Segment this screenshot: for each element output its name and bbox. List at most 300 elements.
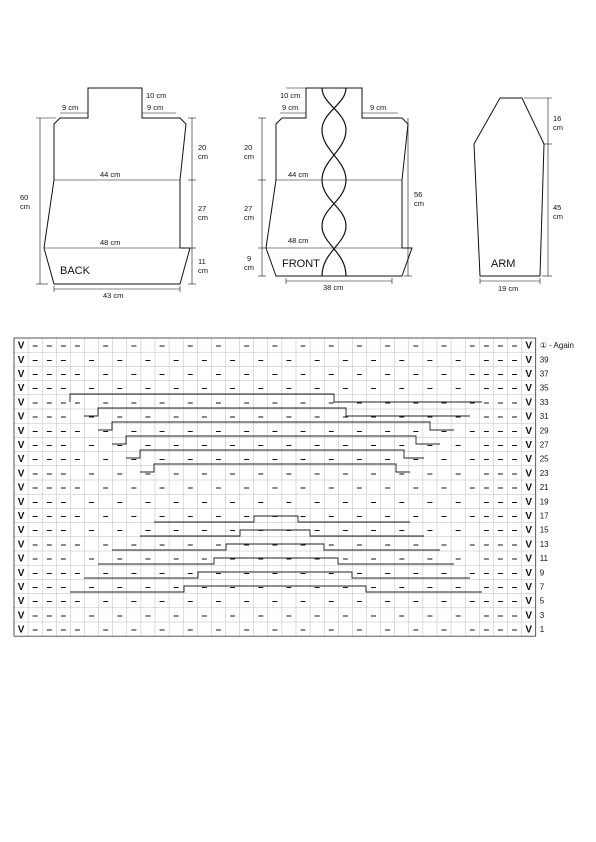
knit-stitch-symbol: – bbox=[131, 511, 137, 522]
knit-stitch-symbol: – bbox=[483, 340, 490, 352]
knit-stitch-symbol: – bbox=[286, 610, 292, 622]
knit-stitch-symbol: – bbox=[60, 369, 67, 380]
back-chest-width-label: 44 cm bbox=[100, 170, 121, 179]
knit-stitch-symbol: – bbox=[102, 482, 109, 494]
knit-stitch-symbol: – bbox=[46, 369, 53, 380]
knit-stitch-symbol: – bbox=[46, 539, 53, 551]
knit-stitch-symbol: – bbox=[187, 482, 194, 494]
knit-stitch-symbol: – bbox=[384, 596, 391, 608]
back-hem-height-unit: cm bbox=[198, 266, 208, 275]
knit-stitch-symbol: – bbox=[32, 482, 38, 494]
knit-stitch-symbol: – bbox=[272, 340, 278, 352]
knit-stitch-symbol: – bbox=[201, 440, 208, 451]
knit-stitch-symbol: – bbox=[413, 596, 419, 608]
knit-stitch-symbol: – bbox=[455, 610, 461, 622]
knit-stitch-symbol: – bbox=[159, 454, 165, 466]
knit-stitch-symbol: – bbox=[469, 397, 476, 409]
knit-stitch-symbol: – bbox=[384, 482, 391, 494]
knit-stitch-symbol: – bbox=[229, 553, 236, 565]
slip-stitch-symbol: V bbox=[17, 511, 25, 522]
knit-stitch-symbol: – bbox=[427, 496, 433, 508]
knit-stitch-symbol: – bbox=[497, 454, 504, 466]
knit-stitch-symbol: – bbox=[441, 397, 447, 409]
knit-stitch-symbol: – bbox=[215, 397, 222, 409]
knit-stitch-symbol: – bbox=[511, 539, 518, 551]
knit-stitch-symbol: – bbox=[32, 354, 38, 366]
knit-stitch-symbol: – bbox=[272, 511, 278, 522]
knit-stitch-symbol: – bbox=[314, 496, 320, 508]
knit-stitch-symbol: – bbox=[398, 610, 405, 622]
knit-stitch-symbol: – bbox=[46, 496, 53, 508]
arm-length-unit: cm bbox=[553, 212, 563, 221]
knit-stitch-symbol: – bbox=[441, 596, 447, 608]
knit-stitch-symbol: – bbox=[32, 539, 38, 551]
knit-stitch-symbol: – bbox=[483, 553, 490, 565]
row-number-label: 17 bbox=[539, 511, 549, 521]
knit-stitch-symbol: – bbox=[511, 454, 518, 466]
back-shoulder-left-label: 9 cm bbox=[62, 103, 79, 112]
slip-stitch-symbol: V bbox=[525, 425, 532, 437]
knit-stitch-symbol: – bbox=[243, 397, 250, 409]
knit-stitch-symbol: – bbox=[342, 610, 349, 622]
knit-stitch-symbol: – bbox=[511, 383, 518, 395]
knit-stitch-symbol: – bbox=[116, 468, 123, 480]
knit-stitch-symbol: – bbox=[300, 340, 306, 352]
knit-stitch-symbol: – bbox=[74, 454, 81, 466]
knit-stitch-symbol: – bbox=[511, 354, 518, 366]
knit-stitch-symbol: – bbox=[286, 440, 292, 451]
slip-stitch-symbol: V bbox=[17, 397, 25, 409]
knit-stitch-symbol: – bbox=[441, 511, 447, 522]
knit-stitch-symbol: – bbox=[342, 468, 349, 480]
knit-stitch-symbol: – bbox=[427, 354, 433, 366]
knit-stitch-symbol: – bbox=[46, 525, 53, 537]
knit-stitch-symbol: – bbox=[370, 553, 377, 565]
knit-stitch-symbol: – bbox=[229, 525, 236, 537]
knit-stitch-symbol: – bbox=[300, 454, 306, 466]
knit-stitch-symbol: – bbox=[32, 454, 38, 466]
slip-stitch-symbol: V bbox=[525, 567, 532, 579]
knit-stitch-symbol: – bbox=[342, 354, 349, 366]
knit-stitch-symbol: – bbox=[159, 482, 165, 494]
knit-stitch-symbol: – bbox=[286, 525, 292, 537]
knit-stitch-symbol: – bbox=[441, 567, 447, 579]
knit-stitch-symbol: – bbox=[384, 397, 391, 409]
knit-stitch-symbol: – bbox=[497, 624, 504, 636]
slip-stitch-symbol: V bbox=[17, 624, 25, 636]
slip-stitch-symbol: V bbox=[17, 553, 25, 565]
knit-stitch-symbol: – bbox=[469, 340, 476, 352]
knit-stitch-symbol: – bbox=[370, 496, 377, 508]
knit-stitch-symbol: – bbox=[497, 511, 504, 522]
knit-stitch-symbol: – bbox=[356, 397, 363, 409]
knit-stitch-symbol: – bbox=[286, 383, 292, 395]
knit-stitch-symbol: – bbox=[342, 525, 349, 537]
knit-stitch-symbol: – bbox=[46, 511, 53, 522]
knit-stitch-symbol: – bbox=[243, 340, 250, 352]
knit-stitch-symbol: – bbox=[398, 468, 405, 480]
knit-stitch-symbol: – bbox=[46, 582, 53, 593]
knit-stitch-symbol: – bbox=[32, 624, 38, 636]
knit-stitch-symbol: – bbox=[356, 369, 363, 380]
row-number-label: 35 bbox=[539, 383, 549, 393]
knit-stitch-symbol: – bbox=[469, 425, 476, 437]
back-body-height-label: 27 bbox=[198, 204, 207, 213]
knit-stitch-symbol: – bbox=[187, 454, 194, 466]
row-number-label: 33 bbox=[539, 397, 549, 407]
knit-stitch-symbol: – bbox=[88, 411, 95, 423]
row-number-label: 1 bbox=[539, 625, 545, 635]
slip-stitch-symbol: V bbox=[525, 340, 532, 352]
knit-stitch-symbol: – bbox=[74, 340, 81, 352]
slip-stitch-symbol: V bbox=[17, 582, 25, 593]
knit-stitch-symbol: – bbox=[46, 440, 53, 451]
knit-stitch-symbol: – bbox=[257, 468, 264, 480]
knit-stitch-symbol: – bbox=[88, 440, 95, 451]
knit-stitch-symbol: – bbox=[60, 383, 67, 395]
knit-stitch-symbol: – bbox=[469, 482, 476, 494]
knit-stitch-symbol: – bbox=[32, 411, 38, 423]
knit-stitch-symbol: – bbox=[60, 511, 67, 522]
knit-stitch-symbol: – bbox=[102, 425, 109, 437]
knit-stitch-symbol: – bbox=[314, 582, 320, 593]
knit-stitch-symbol: – bbox=[145, 383, 151, 395]
knit-stitch-symbol: – bbox=[229, 383, 236, 395]
back-body-height-unit: cm bbox=[198, 213, 208, 222]
front-yoke-height-unit: cm bbox=[244, 152, 254, 161]
knit-stitch-symbol: – bbox=[483, 496, 490, 508]
knit-stitch-symbol: – bbox=[187, 596, 194, 608]
knit-stitch-symbol: – bbox=[257, 496, 264, 508]
front-total-height-label: 56 bbox=[414, 190, 423, 199]
knit-stitch-symbol: – bbox=[187, 425, 194, 437]
arm-label: ARM bbox=[491, 258, 516, 270]
knit-stitch-symbol: – bbox=[469, 511, 476, 522]
knit-stitch-symbol: – bbox=[370, 468, 377, 480]
arm-cap-height-unit: cm bbox=[553, 123, 563, 132]
slip-stitch-symbol: V bbox=[525, 511, 532, 522]
knit-stitch-symbol: – bbox=[286, 411, 292, 423]
knit-stitch-symbol: – bbox=[384, 624, 391, 636]
knit-stitch-symbol: – bbox=[511, 411, 518, 423]
knit-stitch-symbol: – bbox=[398, 525, 405, 537]
knit-stitch-symbol: – bbox=[413, 482, 419, 494]
knit-stitch-symbol: – bbox=[257, 354, 264, 366]
front-yoke-height-label: 20 bbox=[244, 143, 253, 152]
knit-stitch-symbol: – bbox=[398, 354, 405, 366]
knit-stitch-symbol: – bbox=[441, 425, 447, 437]
knit-stitch-symbol: – bbox=[441, 482, 447, 494]
knit-stitch-symbol: – bbox=[145, 582, 151, 593]
knit-stitch-symbol: – bbox=[469, 567, 476, 579]
knit-stitch-symbol: – bbox=[173, 468, 179, 480]
knit-stitch-symbol: – bbox=[497, 539, 504, 551]
knit-stitch-symbol: – bbox=[74, 567, 81, 579]
knit-stitch-symbol: – bbox=[60, 397, 67, 409]
knit-stitch-symbol: – bbox=[116, 553, 123, 565]
knit-stitch-symbol: – bbox=[102, 454, 109, 466]
knit-stitch-symbol: – bbox=[511, 596, 518, 608]
back-yoke-height-label: 20 bbox=[198, 143, 207, 152]
knit-stitch-symbol: – bbox=[497, 496, 504, 508]
knit-stitch-symbol: – bbox=[32, 596, 38, 608]
knit-stitch-symbol: – bbox=[384, 539, 391, 551]
knit-stitch-symbol: – bbox=[370, 440, 377, 451]
knit-stitch-symbol: – bbox=[88, 553, 95, 565]
knit-stitch-symbol: – bbox=[511, 369, 518, 380]
slip-stitch-symbol: V bbox=[525, 624, 532, 636]
front-schematic bbox=[258, 88, 412, 284]
knit-stitch-symbol: – bbox=[173, 354, 179, 366]
knit-stitch-symbol: – bbox=[427, 553, 433, 565]
knit-stitch-symbol: – bbox=[272, 397, 278, 409]
knit-stitch-symbol: – bbox=[356, 454, 363, 466]
knit-stitch-symbol: – bbox=[46, 553, 53, 565]
knit-stitch-symbol: – bbox=[243, 454, 250, 466]
knit-stitch-symbol: – bbox=[272, 425, 278, 437]
knit-stitch-symbol: – bbox=[413, 511, 419, 522]
knit-stitch-symbol: – bbox=[243, 425, 250, 437]
knit-stitch-symbol: – bbox=[215, 340, 222, 352]
knit-stitch-symbol: – bbox=[60, 539, 67, 551]
knit-stitch-symbol: – bbox=[88, 468, 95, 480]
back-total-height-unit: cm bbox=[20, 202, 30, 211]
knit-stitch-symbol: – bbox=[243, 482, 250, 494]
knit-stitch-symbol: – bbox=[131, 482, 137, 494]
knit-stitch-symbol: – bbox=[497, 553, 504, 565]
knit-stitch-symbol: – bbox=[328, 511, 335, 522]
knit-stitch-symbol: – bbox=[131, 624, 137, 636]
knit-stitch-symbol: – bbox=[257, 440, 264, 451]
slip-stitch-symbol: V bbox=[525, 369, 532, 380]
knit-stitch-symbol: – bbox=[131, 567, 137, 579]
knit-stitch-symbol: – bbox=[342, 411, 349, 423]
knit-stitch-symbol: – bbox=[497, 582, 504, 593]
knit-stitch-symbol: – bbox=[384, 340, 391, 352]
knit-stitch-symbol: – bbox=[483, 454, 490, 466]
knit-stitch-symbol: – bbox=[483, 383, 490, 395]
row-number-label: 13 bbox=[539, 539, 549, 549]
row-number-label: 29 bbox=[539, 426, 549, 436]
front-chest-width-label: 44 cm bbox=[288, 170, 309, 179]
knit-stitch-symbol: – bbox=[74, 369, 81, 380]
knit-stitch-symbol: – bbox=[32, 567, 38, 579]
knit-stitch-symbol: – bbox=[497, 411, 504, 423]
knit-stitch-symbol: – bbox=[145, 496, 151, 508]
slip-stitch-symbol: V bbox=[525, 482, 532, 494]
knit-stitch-symbol: – bbox=[483, 482, 490, 494]
knit-stitch-symbol: – bbox=[511, 425, 518, 437]
knit-stitch-symbol: – bbox=[187, 340, 194, 352]
knit-stitch-symbol: – bbox=[300, 539, 306, 551]
knit-stitch-symbol: – bbox=[243, 624, 250, 636]
knit-stitch-symbol: – bbox=[159, 567, 165, 579]
slip-stitch-symbol: V bbox=[17, 354, 25, 366]
knit-stitch-symbol: – bbox=[342, 440, 349, 451]
slip-stitch-symbol: V bbox=[17, 610, 25, 622]
knit-stitch-symbol: – bbox=[187, 511, 194, 522]
knit-stitch-symbol: – bbox=[398, 383, 405, 395]
knit-stitch-symbol: – bbox=[201, 383, 208, 395]
knit-stitch-symbol: – bbox=[46, 596, 53, 608]
back-hem-height-label: 11 bbox=[198, 257, 206, 266]
knit-stitch-symbol: – bbox=[243, 511, 250, 522]
knit-stitch-symbol: – bbox=[32, 340, 38, 352]
knit-stitch-symbol: – bbox=[455, 525, 461, 537]
knit-stitch-symbol: – bbox=[328, 624, 335, 636]
knit-stitch-symbol: – bbox=[102, 567, 109, 579]
row-number-label: 5 bbox=[539, 596, 545, 606]
stitch-chart bbox=[14, 338, 574, 636]
back-label: BACK bbox=[60, 265, 90, 277]
knit-stitch-symbol: – bbox=[427, 525, 433, 537]
knit-stitch-symbol: – bbox=[173, 496, 179, 508]
knit-stitch-symbol: – bbox=[131, 454, 137, 466]
knit-stitch-symbol: – bbox=[300, 482, 306, 494]
knit-stitch-symbol: – bbox=[511, 340, 518, 352]
knit-stitch-symbol: – bbox=[300, 397, 306, 409]
knit-stitch-symbol: – bbox=[46, 454, 53, 466]
knit-stitch-symbol: – bbox=[88, 496, 95, 508]
knit-stitch-symbol: – bbox=[342, 582, 349, 593]
knit-stitch-symbol: – bbox=[455, 440, 461, 451]
knit-stitch-symbol: – bbox=[483, 525, 490, 537]
knit-stitch-symbol: – bbox=[483, 369, 490, 380]
knit-stitch-symbol: – bbox=[413, 454, 419, 466]
front-hem-width-label: 38 cm bbox=[323, 283, 344, 292]
front-label: FRONT bbox=[282, 258, 320, 270]
knit-stitch-symbol: – bbox=[483, 397, 490, 409]
knit-stitch-symbol: – bbox=[74, 624, 81, 636]
knit-stitch-symbol: – bbox=[131, 425, 137, 437]
knit-stitch-symbol: – bbox=[497, 596, 504, 608]
knit-stitch-symbol: – bbox=[511, 610, 518, 622]
slip-stitch-symbol: V bbox=[17, 496, 25, 508]
knit-stitch-symbol: – bbox=[455, 468, 461, 480]
knit-stitch-symbol: – bbox=[286, 496, 292, 508]
knit-stitch-symbol: – bbox=[74, 397, 81, 409]
knit-stitch-symbol: – bbox=[60, 567, 67, 579]
slip-stitch-symbol: V bbox=[525, 354, 532, 366]
knit-stitch-symbol: – bbox=[215, 624, 222, 636]
knit-stitch-symbol: – bbox=[46, 482, 53, 494]
back-outline bbox=[44, 88, 190, 284]
knit-stitch-symbol: – bbox=[243, 539, 250, 551]
knit-stitch-symbol: – bbox=[116, 354, 123, 366]
knit-stitch-symbol: – bbox=[286, 354, 292, 366]
knit-stitch-symbol: – bbox=[60, 553, 67, 565]
knit-stitch-symbol: – bbox=[328, 340, 335, 352]
knit-stitch-symbol: – bbox=[413, 397, 419, 409]
knit-stitch-symbol: – bbox=[46, 411, 53, 423]
knit-stitch-symbol: – bbox=[60, 610, 67, 622]
knit-stitch-symbol: – bbox=[229, 582, 236, 593]
row-number-label: 39 bbox=[539, 355, 549, 365]
slip-stitch-symbol: V bbox=[17, 567, 25, 579]
knit-stitch-symbol: – bbox=[427, 582, 433, 593]
knit-stitch-symbol: – bbox=[46, 624, 53, 636]
slip-stitch-symbol: V bbox=[525, 596, 532, 608]
front-total-height-unit: cm bbox=[414, 199, 424, 208]
knit-stitch-symbol: – bbox=[286, 468, 292, 480]
knit-stitch-symbol: – bbox=[413, 624, 419, 636]
knit-stitch-symbol: – bbox=[356, 340, 363, 352]
knit-stitch-symbol: – bbox=[483, 582, 490, 593]
knit-stitch-symbol: – bbox=[469, 369, 476, 380]
knit-stitch-symbol: – bbox=[272, 539, 278, 551]
slip-stitch-symbol: V bbox=[17, 454, 25, 466]
knit-stitch-symbol: – bbox=[229, 440, 236, 451]
knit-stitch-symbol: – bbox=[74, 425, 81, 437]
knit-stitch-symbol: – bbox=[187, 567, 194, 579]
knit-stitch-symbol: – bbox=[60, 582, 67, 593]
knit-stitch-symbol: – bbox=[173, 582, 179, 593]
knit-stitch-symbol: – bbox=[243, 567, 250, 579]
knit-stitch-symbol: – bbox=[300, 624, 306, 636]
knit-stitch-symbol: – bbox=[60, 596, 67, 608]
knit-stitch-symbol: – bbox=[356, 539, 363, 551]
knit-stitch-symbol: – bbox=[441, 340, 447, 352]
knit-stitch-symbol: – bbox=[173, 553, 179, 565]
knit-stitch-symbol: – bbox=[511, 397, 518, 409]
knit-stitch-symbol: – bbox=[173, 383, 179, 395]
knit-stitch-symbol: – bbox=[469, 539, 476, 551]
knit-stitch-symbol: – bbox=[398, 496, 405, 508]
slip-stitch-symbol: V bbox=[525, 582, 532, 593]
knit-stitch-symbol: – bbox=[356, 425, 363, 437]
knit-stitch-symbol: – bbox=[257, 553, 264, 565]
knit-stitch-symbol: – bbox=[32, 511, 38, 522]
knit-stitch-symbol: – bbox=[413, 369, 419, 380]
row-number-label: 23 bbox=[539, 468, 549, 478]
knit-stitch-symbol: – bbox=[300, 369, 306, 380]
knit-stitch-symbol: – bbox=[88, 582, 95, 593]
knit-stitch-symbol: – bbox=[384, 369, 391, 380]
knit-stitch-symbol: – bbox=[497, 525, 504, 537]
knit-stitch-symbol: – bbox=[102, 596, 109, 608]
knit-stitch-symbol: – bbox=[441, 454, 447, 466]
front-hem-height-unit: cm bbox=[244, 263, 254, 272]
knit-stitch-symbol: – bbox=[102, 369, 109, 380]
knit-stitch-symbol: – bbox=[201, 468, 208, 480]
knit-stitch-symbol: – bbox=[328, 539, 335, 551]
slip-stitch-symbol: V bbox=[525, 411, 532, 423]
knit-stitch-symbol: – bbox=[497, 610, 504, 622]
knit-stitch-symbol: – bbox=[102, 511, 109, 522]
front-shoulder-right-label: 9 cm bbox=[370, 103, 387, 112]
knit-stitch-symbol: – bbox=[370, 582, 377, 593]
knit-stitch-symbol: – bbox=[511, 482, 518, 494]
knit-stitch-symbol: – bbox=[441, 539, 447, 551]
knit-stitch-symbol: – bbox=[159, 511, 165, 522]
knit-stitch-symbol: – bbox=[455, 383, 461, 395]
knit-stitch-symbol: – bbox=[328, 454, 335, 466]
knit-stitch-symbol: – bbox=[455, 411, 461, 423]
knit-stitch-symbol: – bbox=[328, 482, 335, 494]
arm-cuff-width-label: 19 cm bbox=[498, 284, 519, 293]
knit-stitch-symbol: – bbox=[32, 468, 38, 480]
knit-stitch-symbol: – bbox=[370, 610, 377, 622]
knit-stitch-symbol: – bbox=[32, 440, 38, 451]
knit-stitch-symbol: – bbox=[229, 468, 236, 480]
knit-stitch-symbol: – bbox=[413, 340, 419, 352]
knit-stitch-symbol: – bbox=[201, 411, 208, 423]
knit-stitch-symbol: – bbox=[356, 511, 363, 522]
knit-stitch-symbol: – bbox=[272, 482, 278, 494]
knit-stitch-symbol: – bbox=[60, 525, 67, 537]
knit-stitch-symbol: – bbox=[427, 468, 433, 480]
back-neck-height-label: 10 cm bbox=[146, 91, 167, 100]
